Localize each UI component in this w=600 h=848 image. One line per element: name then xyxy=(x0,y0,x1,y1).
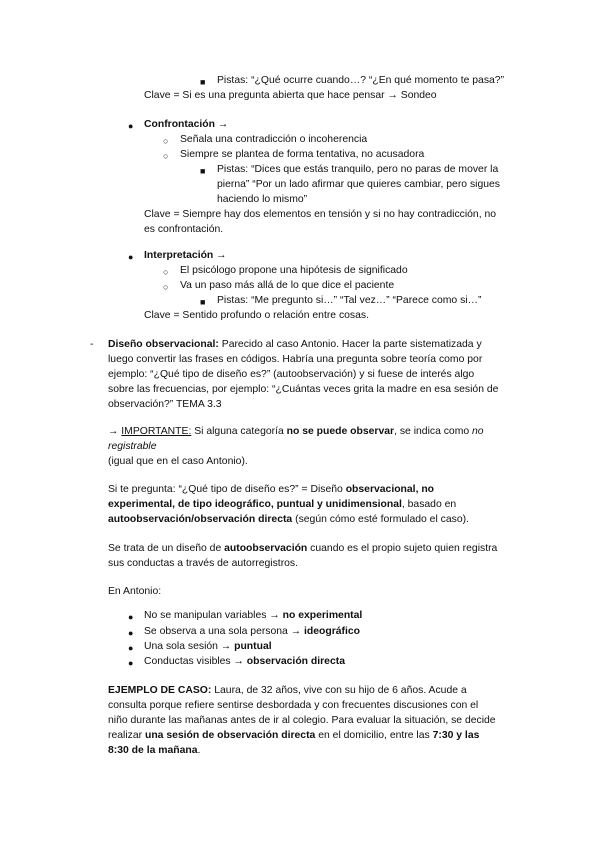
list-item: Señala una contradicción o incoherencia xyxy=(180,134,368,145)
round-bullet-icon: ● xyxy=(128,121,134,131)
round-bullet-icon: ● xyxy=(128,643,134,653)
circle-bullet-icon: ○ xyxy=(163,267,169,277)
list-item: No se manipulan variables → no experimental xyxy=(144,610,363,621)
list-item: Una sola sesión → puntual xyxy=(144,641,272,652)
confrontacion-title: Confrontación → xyxy=(144,119,229,130)
diseno-line: observación?” TEMA 3.3 xyxy=(108,399,222,410)
diseno-line: luego convertir las frases en códigos. Habría una pregunta sobre teoría como por xyxy=(108,354,483,365)
ejemplo-line: niño durante las mañanas antes de ir al colegio. Para evaluar la situación, se decide xyxy=(108,715,496,726)
diseno-line: ejemplo: “¿Qué tipo de diseño es?” (autoobservación) y si fuese de interés algo xyxy=(108,369,475,380)
square-bullet-icon: ■ xyxy=(200,297,206,307)
diseno-title: Diseño observacional: xyxy=(108,339,219,350)
round-bullet-icon: ● xyxy=(128,628,134,638)
auto-line: Se trata de un diseño de autoobservación cuando es el propio sujeto quien registra xyxy=(108,543,498,554)
key-line: Clave = Siempre hay dos elementos en tensión y si no hay contradicción, no xyxy=(144,209,497,220)
diseno-line: sobre las frecuencias, por ejemplo: “¿Cuántas veces grita la madre en esa sesión de xyxy=(108,384,499,395)
list-item: Conductas visibles → observación directa xyxy=(144,656,345,667)
dash-bullet: - xyxy=(90,339,94,350)
key-line: Clave = Si es una pregunta abierta que hace pensar → Sondeo xyxy=(144,90,437,101)
round-bullet-icon: ● xyxy=(128,612,134,622)
question-line: Si te pregunta: “¿Qué tipo de diseño es?” = Diseño observacional, no xyxy=(108,484,435,495)
list-item: Se observa a una sola persona → ideográfico xyxy=(144,626,361,637)
ejemplo-line: realizar una sesión de observación directa en el domicilio, entre las 7:30 y las xyxy=(108,730,480,741)
auto-line: sus conductas a través de autorregistros. xyxy=(108,558,299,569)
key-line: Clave = Sentido profundo o relación entre cosas. xyxy=(144,310,369,321)
ejemplo-label: EJEMPLO DE CASO: xyxy=(108,685,212,696)
hint-line: pierna” “Por un lado afirmar que quieres cambiar, pero sigues xyxy=(217,179,501,190)
ejemplo-line: EJEMPLO DE CASO: Laura, de 32 años, vive con su hijo de 6 años. Acude a xyxy=(108,685,467,696)
interpretacion-title: Interpretación → xyxy=(144,250,227,261)
circle-bullet-icon: ○ xyxy=(163,282,169,292)
importante-line: → IMPORTANTE: Si alguna categoría no se puede observar, se indica como no xyxy=(108,426,484,437)
list-item: El psicólogo propone una hipótesis de significado xyxy=(180,265,408,276)
hint-line: Pistas: “Dices que estás tranquilo, pero no paras de mover la xyxy=(217,164,499,175)
importante-label: IMPORTANTE: xyxy=(121,426,192,437)
ejemplo-line: consulta porque refiere sentirse desbordada y con frecuentes discusiones con el xyxy=(108,700,479,711)
hint-line: Pistas: “Me pregunto si…” “Tal vez…” “Parece como si…” xyxy=(217,295,482,306)
ejemplo-line: 8:30 de la mañana. xyxy=(108,745,201,756)
list-item: Siempre se plantea de forma tentativa, no acusadora xyxy=(180,149,425,160)
hint-line: Pistas: “¿Qué ocurre cuando…? “¿En qué momento te pasa?” xyxy=(217,75,505,86)
list-item: Va un paso más allá de lo que dice el paciente xyxy=(180,280,395,291)
key-line: es confrontación. xyxy=(144,224,224,235)
round-bullet-icon: ● xyxy=(128,252,134,262)
square-bullet-icon: ■ xyxy=(200,77,206,87)
antonio-label: En Antonio: xyxy=(108,586,162,597)
importante-line: (igual que en el caso Antonio). xyxy=(108,456,248,467)
question-line: experimental, de tipo ideográfico, puntual y unidimensional, basado en xyxy=(108,499,457,510)
circle-bullet-icon: ○ xyxy=(163,151,169,161)
importante-line: registrable xyxy=(108,441,157,452)
question-line: autoobservación/observación directa (según cómo esté formulado el caso). xyxy=(108,514,469,525)
round-bullet-icon: ● xyxy=(128,658,134,668)
square-bullet-icon: ■ xyxy=(200,166,206,176)
hint-line: haciendo lo mismo” xyxy=(217,194,308,205)
circle-bullet-icon: ○ xyxy=(163,136,169,146)
diseno-line: Diseño observacional: Parecido al caso Antonio. Hacer la parte sistematizada y xyxy=(108,339,482,350)
